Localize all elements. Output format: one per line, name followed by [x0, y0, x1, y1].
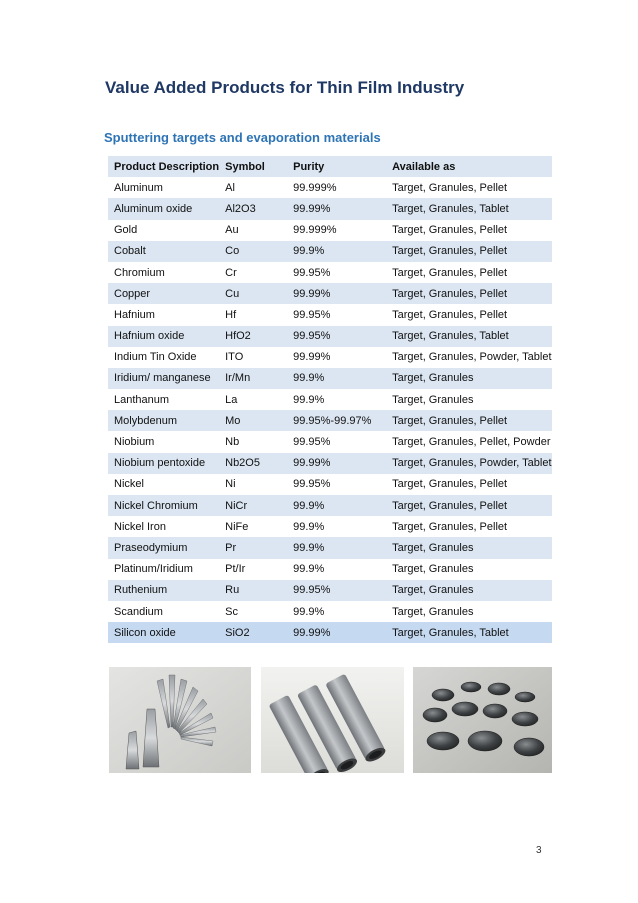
cell-symbol: NiFe	[225, 520, 249, 533]
cell-product-description: Iridium/ manganese	[108, 368, 219, 389]
cell-product-description: Chromium	[114, 266, 165, 279]
cell-product-description: Niobium	[114, 436, 155, 449]
cell-purity: 99.99%	[287, 283, 386, 304]
cell-symbol: Al	[225, 181, 235, 194]
cell-purity: 99.9%	[293, 563, 325, 576]
cell-available-as: Target, Granules, Pellet	[392, 266, 508, 279]
cell-purity: 99.99%	[287, 453, 386, 474]
cell-purity: 99.999%	[293, 224, 337, 237]
cell-available-as: Target, Granules, Tablet	[386, 326, 552, 347]
cell-purity: 99.95%	[293, 436, 331, 449]
cell-symbol: Pr	[219, 537, 287, 558]
table-row	[108, 559, 552, 580]
cell-available-as: Target, Granules, Pellet	[392, 181, 508, 194]
cell-symbol: Co	[219, 241, 287, 262]
cell-product-description: Nickel	[114, 478, 144, 491]
disc-targets-photo	[413, 667, 552, 773]
cell-symbol: Au	[225, 224, 239, 237]
cell-available-as: Target, Granules	[392, 563, 474, 576]
cell-available-as: Target, Granules	[386, 580, 552, 601]
cell-product-description: Hafnium oxide	[108, 326, 219, 347]
cell-available-as: Target, Granules	[386, 368, 552, 389]
cell-symbol: Cr	[225, 266, 237, 279]
cell-available-as: Target, Granules, Pellet	[392, 308, 508, 321]
table-row	[108, 326, 552, 347]
cell-available-as: Target, Granules, Pellet	[392, 224, 508, 237]
cell-symbol: Al2O3	[219, 198, 287, 219]
cell-available-as: Target, Granules	[392, 393, 474, 406]
table-row	[108, 198, 552, 219]
cell-product-description: Niobium pentoxide	[108, 453, 219, 474]
cell-available-as: Target, Granules, Tablet	[386, 622, 552, 643]
table-header-row	[108, 156, 552, 177]
cell-product-description: Lanthanum	[114, 393, 170, 406]
cell-purity: 99.99%	[293, 351, 331, 364]
cell-product-description: Praseodymium	[108, 537, 219, 558]
table-row	[108, 474, 552, 495]
header-purity: Purity	[287, 156, 386, 177]
cell-product-description: Molybdenum	[108, 410, 219, 431]
table-row	[108, 516, 552, 537]
cell-purity: 99.9%	[287, 241, 386, 262]
table-row	[108, 241, 552, 262]
cell-available-as: Target, Granules, Pellet	[386, 410, 552, 431]
cell-available-as: Target, Granules, Pellet	[392, 478, 508, 491]
cell-purity: 99.9%	[293, 520, 325, 533]
cell-symbol: Nb2O5	[219, 453, 287, 474]
table-row	[108, 495, 552, 516]
cell-symbol: Sc	[225, 605, 238, 618]
table-row	[108, 368, 552, 389]
table-row	[108, 537, 552, 558]
cell-symbol: Pt/Ir	[225, 563, 246, 576]
table-row	[108, 601, 552, 622]
cell-product-description: Nickel Iron	[114, 520, 166, 533]
cell-purity: 99.9%	[287, 368, 386, 389]
cell-purity: 99.99%	[287, 622, 386, 643]
cell-symbol: La	[225, 393, 238, 406]
cell-available-as: Target, Granules	[392, 605, 474, 618]
cell-purity: 99.95%	[287, 326, 386, 347]
cell-product-description: Copper	[108, 283, 219, 304]
table-row	[108, 453, 552, 474]
table-row	[108, 283, 552, 304]
table-row	[108, 177, 552, 198]
table-row	[108, 580, 552, 601]
cell-purity: 99.95%	[287, 580, 386, 601]
cell-product-description: Aluminum oxide	[108, 198, 219, 219]
cell-available-as: Target, Granules, Powder, Tablet	[392, 351, 552, 364]
cell-symbol: SiO2	[219, 622, 287, 643]
cell-product-description: Scandium	[114, 605, 163, 618]
cell-available-as: Target, Granules, Pellet	[386, 241, 552, 262]
cell-product-description: Ruthenium	[108, 580, 219, 601]
table-row	[108, 410, 552, 431]
cell-product-description: Cobalt	[108, 241, 219, 262]
cell-symbol: Mo	[219, 410, 287, 431]
cell-purity: 99.9%	[287, 537, 386, 558]
cell-available-as: Target, Granules, Pellet, Powder	[392, 436, 551, 449]
cell-available-as: Target, Granules, Tablet	[386, 198, 552, 219]
cell-product-description: Aluminum	[114, 181, 163, 194]
page-number: 3	[536, 845, 542, 856]
page-title: Value Added Products for Thin Film Industry	[105, 78, 465, 97]
cell-product-description: Silicon oxide	[108, 622, 219, 643]
conical-targets-photo	[109, 667, 251, 773]
cell-product-description: Platinum/Iridium	[114, 563, 193, 576]
cell-purity: 99.9%	[293, 605, 325, 618]
tubular-targets-photo	[261, 667, 404, 773]
table-row	[108, 262, 552, 283]
table-row	[108, 347, 552, 368]
cell-available-as: Target, Granules, Pellet	[386, 495, 552, 516]
products-table	[108, 156, 552, 643]
section-subtitle: Sputtering targets and evaporation materials	[104, 130, 381, 145]
table-row	[108, 622, 552, 643]
header-symbol: Symbol	[219, 156, 287, 177]
cell-purity: 99.95%	[293, 308, 331, 321]
table-body	[108, 177, 552, 643]
header-available-as: Available as	[386, 156, 552, 177]
cell-symbol: Nb	[225, 436, 240, 449]
cell-purity: 99.9%	[293, 393, 325, 406]
cell-symbol: Cu	[219, 283, 287, 304]
cell-symbol: NiCr	[219, 495, 287, 516]
cell-purity: 99.95%-99.97%	[287, 410, 386, 431]
cell-symbol: HfO2	[219, 326, 287, 347]
cell-product-description: Indium Tin Oxide	[114, 351, 197, 364]
table-row	[108, 220, 552, 241]
cell-available-as: Target, Granules, Powder, Tablet	[386, 453, 552, 474]
cell-available-as: Target, Granules, Pellet	[386, 283, 552, 304]
header-product-description: Product Description	[108, 156, 219, 177]
cell-symbol: Ni	[225, 478, 236, 491]
cell-purity: 99.99%	[287, 198, 386, 219]
cell-product-description: Gold	[114, 224, 138, 237]
cell-available-as: Target, Granules	[386, 537, 552, 558]
cell-available-as: Target, Granules, Pellet	[392, 520, 508, 533]
cell-symbol: Hf	[225, 308, 237, 321]
cell-product-description: Hafnium	[114, 308, 155, 321]
table-row	[108, 431, 552, 452]
cell-symbol: ITO	[225, 351, 244, 364]
cell-purity: 99.95%	[293, 478, 331, 491]
cell-product-description: Nickel Chromium	[108, 495, 219, 516]
cell-purity: 99.999%	[293, 181, 337, 194]
cell-purity: 99.95%	[293, 266, 331, 279]
table-row	[108, 304, 552, 325]
cell-symbol: Ir/Mn	[219, 368, 287, 389]
cell-purity: 99.9%	[287, 495, 386, 516]
table-row	[108, 389, 552, 410]
cell-symbol: Ru	[219, 580, 287, 601]
